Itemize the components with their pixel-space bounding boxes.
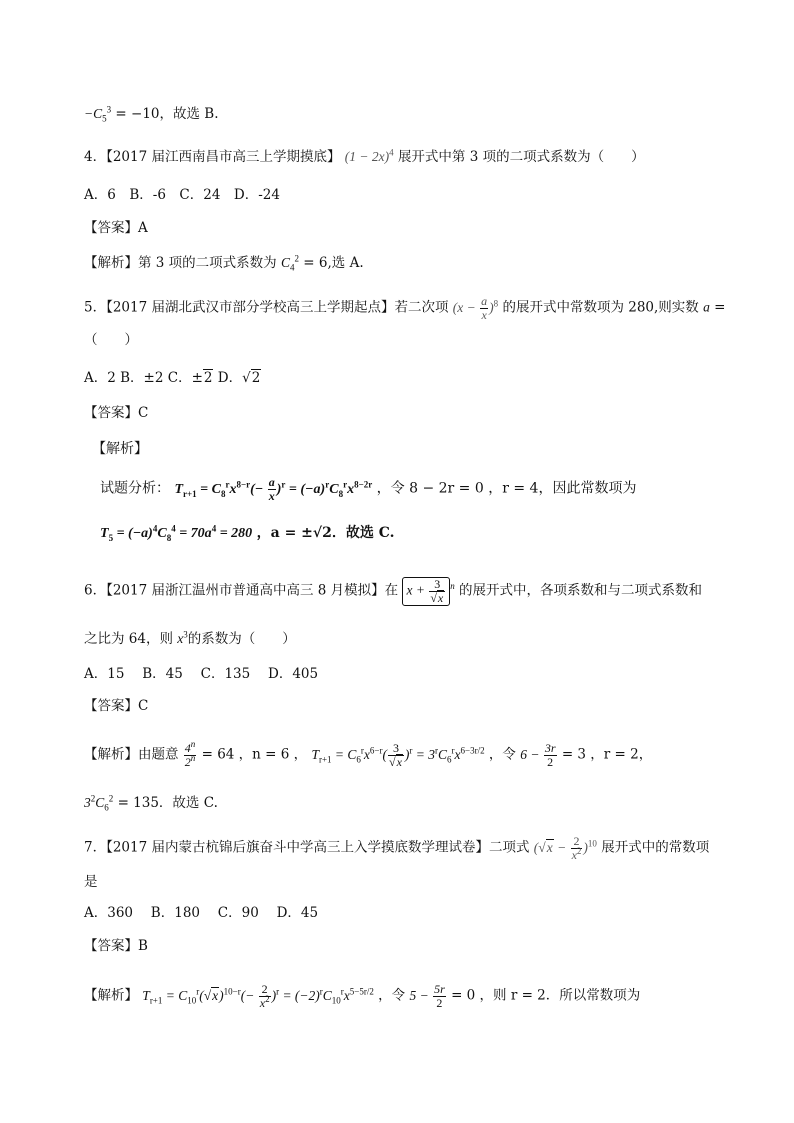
q7-analysis-formula: $T_{r+1} = C_{10}^r(√x)^{10-r}(-$ $\frac{2}{x^2}$ )$^r = (-2)^rC_{10}^rx^{5-5r/2}$ <box>142 982 374 1010</box>
q5-sqrt2-c: 2 <box>203 370 213 386</box>
q7-question <box>84 835 709 862</box>
q4-analysis-formula: $C_4^2$ <box>280 253 299 273</box>
q4-question <box>84 147 645 167</box>
q7-analysis-eq: 5 − $\frac{5r}{2}$ <box>409 982 445 1010</box>
q6-question-cont <box>84 629 296 649</box>
continuation-text: ，故选 B. <box>159 106 219 122</box>
q6-options: A．15 B．45 C．135 D．405 <box>84 666 319 682</box>
q6-analysis-eq: 6 − $\frac{3r}{2}$ <box>520 741 556 769</box>
q6-analysis-formula: $T_{r+1} = C_6^rx^{6-r}$( $\frac{3}{√x}$ )$^r = 3^rC_6^rx^{6-3r/2}$ <box>311 741 485 769</box>
q6-text-b: 的展开式中，各项系数和与二项式系数和 <box>459 582 703 599</box>
q6-analysis-prefix: 【解析】由题意 <box>84 746 179 763</box>
q6-question: 6．【2017 届浙江温州市普通高中高三 8 月模拟】在 x + $\frac{3}{√x}$ $^n$ 的展开式中，各项系数和与二项式系数和 <box>84 577 703 605</box>
q6-analysis-l2: = 135．故选 C. <box>117 795 218 811</box>
q6-analysis-line2 <box>84 793 218 813</box>
q5-analysis-l1-mid: ，令 8 − 2r = 0 ，r = 4，因此常数项为 <box>376 480 637 497</box>
q7-text-c: 是 <box>84 874 98 890</box>
continuation-eq: = −10 <box>115 106 160 122</box>
q6-source: 【2017 届浙江温州市普通高中高三 8 月模拟】 <box>106 582 385 599</box>
q5-analysis-l1-prefix: 试题分析： <box>100 480 170 497</box>
q6-analysis <box>84 739 653 769</box>
q4-formula: $(1 - 2x)^4$ <box>344 147 394 164</box>
q4-text: 展开式中第 3 项的二项式系数为（ ） <box>397 149 645 165</box>
q6-number: 6． <box>84 582 107 599</box>
q6-analysis-mid: = 64 ，n = 6 ， <box>201 746 308 763</box>
q7-answer: 【答案】B <box>84 938 148 954</box>
formula-c53: $-C_5^3$ <box>84 104 112 124</box>
q7-formula: (√x − $\frac{2}{x^2}$ )$^{10}$ <box>533 834 597 862</box>
q6-text-d: 的系数为（ ） <box>187 631 296 647</box>
q7-analysis-mid: ，令 <box>378 987 406 1004</box>
q6-text-a: 在 <box>384 582 399 599</box>
q7-analysis-end: = 0 ，则 r = 2．所以常数项为 <box>451 987 641 1004</box>
q5-options-b: D． <box>213 370 243 386</box>
q5-analysis-line1 <box>100 476 636 503</box>
q4-analysis-prefix: 【解析】第 3 项的二项式系数为 <box>84 255 277 271</box>
q5-answer: 【答案】C <box>84 405 149 421</box>
q6-analysis-end: = 3 ，r = 2， <box>561 746 653 763</box>
q5-question <box>84 295 725 322</box>
q5-text-c: = <box>714 299 726 316</box>
q7-analysis-prefix: 【解析】 <box>84 987 138 1004</box>
continuation-line <box>84 104 219 124</box>
q6-analysis-l2-formula: $3^2C_6^2$ <box>84 793 114 813</box>
q5-analysis-line2 <box>100 523 395 544</box>
q6-analysis-mid2: ，令 <box>488 746 516 763</box>
q7-source: 【2017 届内蒙古杭锦后旗奋斗中学高三上入学摸底数学理试卷】 <box>106 839 489 856</box>
q5-options: A．2 B．±2 C．±2 D．√2 <box>84 370 261 386</box>
q6-text-c: 之比为 64，则 <box>84 631 173 647</box>
q5-text-a: 若二次项 <box>394 299 449 316</box>
q5-options-a: A．2 B．±2 C．± <box>84 370 203 386</box>
q5-number: 5． <box>84 299 107 316</box>
q6-analysis-frac: $\frac{4^n}{2^n}$ <box>184 739 196 769</box>
q5-sqrt2-d: 2 <box>251 370 261 386</box>
q6-x3: $x^3$ <box>177 629 188 646</box>
q7-options: A．360 B．180 C．90 D．45 <box>84 905 319 921</box>
q7-text-a: 二项式 <box>489 839 530 856</box>
q5-blank: （ ） <box>84 332 138 348</box>
q4-analysis-eq: = 6 <box>303 255 328 271</box>
q5-var-a: a <box>703 299 710 315</box>
q5-formula: (x − $\frac{a}{x}$ )$^8$ <box>452 294 499 322</box>
q4-analysis-suffix: ,选 A. <box>327 255 364 271</box>
q4-source: 【2017 届江西南昌市高三上学期摸底】 <box>106 149 341 165</box>
q7-number: 7． <box>84 839 107 856</box>
q5-analysis-l2-suffix: ，a = ±√2．故选 C. <box>256 525 395 541</box>
q5-analysis-formula2: $T_5 = (-a)^4C_8^4 = 70a^4 = 280$ <box>100 523 253 543</box>
q5-analysis-title: 【解析】 <box>92 441 148 457</box>
q4-options: A．6 B．-6 C．24 D．-24 <box>84 187 280 203</box>
q7-text-b: 展开式中的常数项 <box>601 839 710 856</box>
q6-formula: x + $\frac{3}{√x}$ <box>402 577 450 606</box>
q6-answer: 【答案】C <box>84 698 149 714</box>
q4-number: 4． <box>84 149 107 165</box>
q4-answer: 【答案】A <box>84 220 148 236</box>
q5-analysis-formula1: $T_{r+1} = C_8^rx^{8-r}(-$ $\frac{a}{x}$ )$^r = (-a)^rC_8^rx^{8-2r}$ <box>174 475 373 503</box>
q5-source: 【2017 届湖北武汉市部分学校高三上学期起点】 <box>106 299 395 316</box>
q4-analysis <box>84 253 364 273</box>
q7-analysis <box>84 983 640 1010</box>
q5-text-b: 的展开式中常数项为 280,则实数 <box>502 299 699 316</box>
